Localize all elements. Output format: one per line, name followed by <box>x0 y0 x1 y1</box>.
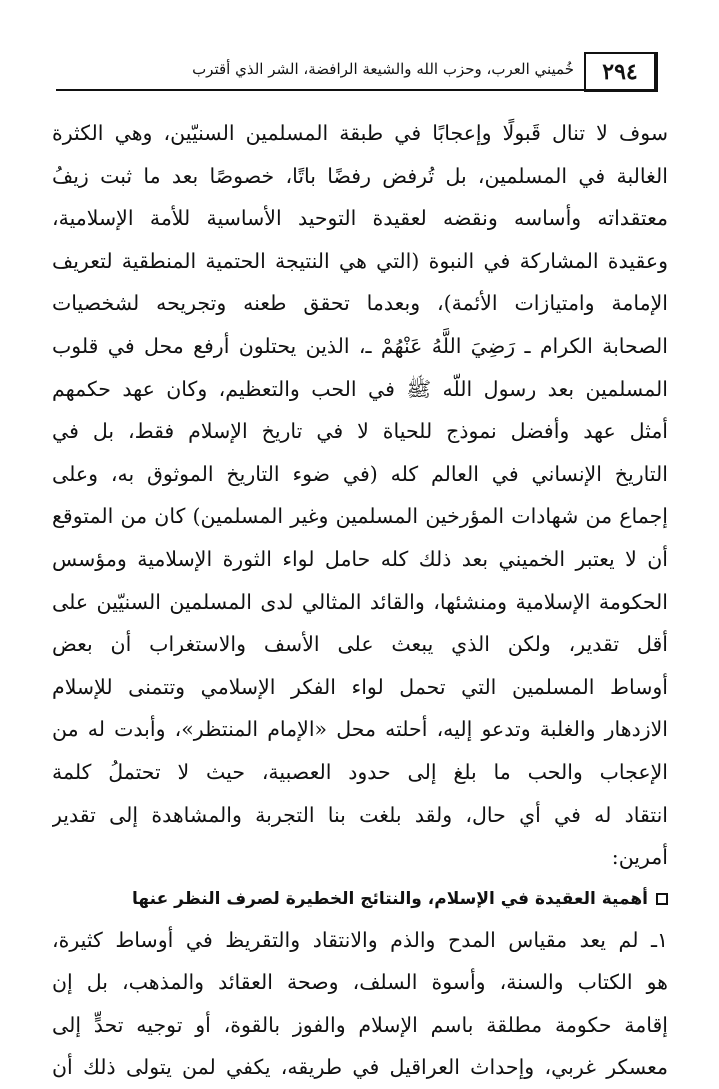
text-line: التاريخ الإنساني في العالم كله (في ضوء التاريخ الموثوق به، وعلى <box>52 461 668 486</box>
text-line: انتقاد له في أي حال، ولقد بلغت بنا التجربة والمشاهدة إلى تقدير <box>52 802 668 827</box>
page-number: ٢٩٤ <box>602 58 638 85</box>
text-line: المسلمين بعد رسول اللّه ﷺ في الحب والتعظيم، وكان عهد حكمهم <box>52 376 668 401</box>
running-title: خُميني العرب، وحزب الله والشيعة الرافضة، الشر الذي أقترب <box>192 60 574 78</box>
section-heading-text: أهمية العقيدة في الإسلام، والنتائج الخطيرة لصرف النظر عنها <box>132 888 648 909</box>
text-line: أمرين: <box>611 845 668 870</box>
heading-box-icon <box>656 893 668 905</box>
text-line: أوساط المسلمين التي تحمل لواء الفكر الإسلامي وتتمنى للإسلام <box>52 674 668 699</box>
header-rule <box>56 89 584 91</box>
text-line: الصحابة الكرام ـ رَضِيَ اللَّهُ عَنْهُمْ ـ، الذين يحتلون أرفع محل في قلوب <box>52 333 668 358</box>
text-line: وعقيدة المشاركة في النبوة (التي هي النتيجة الحتمية المنطقية لتعريف <box>52 248 668 273</box>
text-line: أمثل عهد وأفضل نموذج للحياة لا في تاريخ الإسلام فقط، بل في <box>52 419 668 444</box>
text-line: إقامة حكومة مطلقة باسم الإسلام والفوز بالقوة، أو توجيه تحدٍّ إلى <box>52 1012 668 1037</box>
text-line: الإعجاب والحب ما بلغ إلى حدود العصبية، حيث لا تحتملُ كلمة <box>52 759 668 784</box>
text-line: إجماع من شهادات المؤرخين المسلمين وغير المسلمين) كان من المتوقع <box>52 504 668 529</box>
page-header <box>56 52 666 96</box>
text-line: معتقداته وأساسه ونقضه لعقيدة التوحيد الأساسية للأمة الإسلامية، <box>52 206 668 231</box>
text-line: الازدهار والغلبة وتدعو إليه، أحلته محل «الإمام المنتظر»، وأبدت له من <box>52 717 668 742</box>
text-line: الحكومة الإسلامية ومنشئها، والقائد المثالي لدى المسلمين السنيّين على <box>52 589 668 614</box>
text-line: ١ـ لم يعد مقياس المدح والذم والانتقاد والتقريظ في أوساط كثيرة، <box>52 927 668 952</box>
paragraph-2 <box>52 919 668 1089</box>
text-line: الإمامة وامتيازات الأئمة)، وبعدما تحقق طعنه وتجريحه لشخصيات <box>52 291 668 316</box>
text-line: أقل تقدير، ولكن الذي يبعث على الأسف والاستغراب أن بعض <box>52 632 668 657</box>
text-line: هو الكتاب والسنة، وأسوة السلف، وصحة العقائد والمذهب، بل إن <box>52 970 668 995</box>
paragraph-1 <box>52 112 668 879</box>
text-line: سوف لا تنال قَبولًا وإعجابًا في طبقة المسلمين السنيّين، وهي الكثرة <box>52 121 668 145</box>
text-line: الغالبة في المسلمين، بل تُرفض رفضًا باتًا، خصوصًا بعد ما ثبت زيفُ <box>52 163 668 188</box>
section-heading <box>52 879 668 919</box>
text-line: معسكر غربي، وإحداث العراقيل في طريقه، يكفي لمن يتولى ذلك أن <box>52 1055 668 1080</box>
page-body <box>52 112 668 1089</box>
text-line: أن لا يعتبر الخميني بعد ذلك كله حامل لواء الثورة الإسلامية ومؤسس <box>52 546 668 571</box>
page-number-box <box>584 52 658 92</box>
